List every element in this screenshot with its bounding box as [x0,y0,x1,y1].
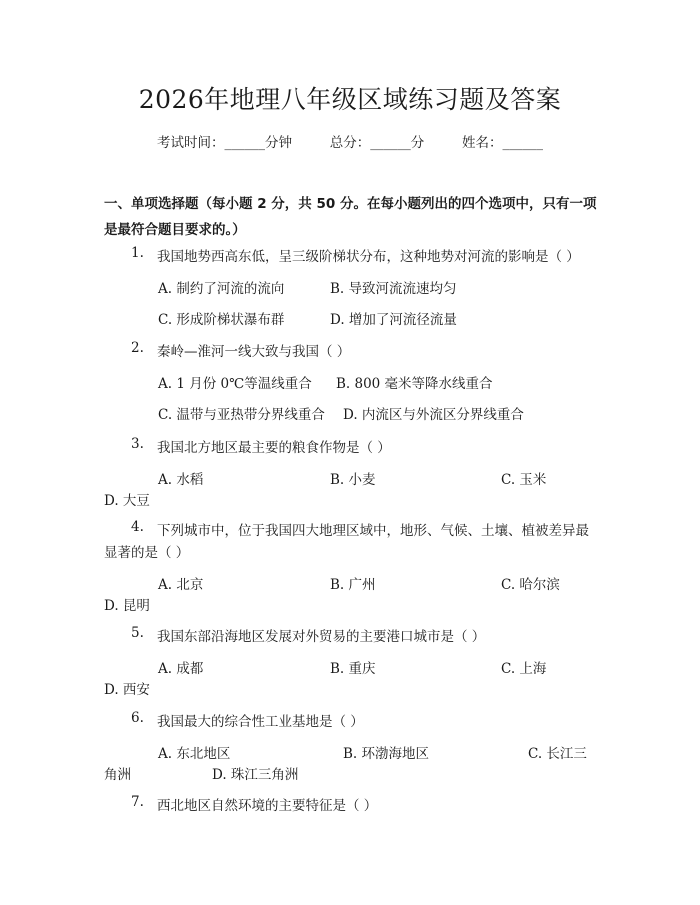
question-number: 1. [131,245,144,261]
score-unit: 分 [410,135,425,151]
option-a: A. 水稻 [158,472,204,488]
question-number: 6. [131,710,144,726]
option-b: B. 广州 [330,577,376,593]
option-c: C. 上海 [501,661,547,677]
page-title: 2026年地理八年级区域练习题及答案 [138,85,562,114]
question-text-line1: 下列城市中，位于我国四大地理区域中，地形、气候、土壤、植被差异最 [157,523,589,539]
option-d: D. 珠江三角洲 [212,767,299,783]
name-blank: ______ [502,135,543,151]
score-label: 总分： [329,135,371,151]
option-b: B. 环渤海地区 [343,746,430,762]
question-number: 3. [131,436,144,452]
option-a: A. 成都 [158,661,204,677]
option-d: D. 内流区与外流区分界线重合 [343,407,524,423]
time-label: 考试时间： [157,135,225,151]
option-a: A. 1 月份 0℃等温线重合 [158,376,312,392]
option-a: A. 东北地区 [158,746,231,762]
option-c: C. 长江三 [528,746,587,762]
question-number: 4. [131,519,144,535]
option-a: A. 制约了河流的流向 [158,281,285,297]
option-b: B. 重庆 [330,661,376,677]
question-text: 我国北方地区最主要的粮食作物是（ ） [157,440,391,456]
question-text: 西北地区自然环境的主要特征是（ ） [157,798,378,814]
question-text: 秦岭—淮河一线大致与我国（ ） [157,344,351,360]
option-a: A. 北京 [158,577,204,593]
option-c: C. 玉米 [501,472,547,488]
option-c: C. 形成阶梯状瀑布群 [158,312,285,328]
option-c: C. 哈尔滨 [501,577,560,593]
section-heading: 一、单项选择题（每小题 2 分，共 50 分。在每小题列出的四个选项中，只有一项是最符合题目要求的。） [104,196,597,238]
option-b: B. 小麦 [330,472,376,488]
question-text: 我国东部沿海地区发展对外贸易的主要港口城市是（ ） [157,629,486,645]
score-blank: ______ [370,135,411,151]
option-c-continued: 角洲 [104,767,131,783]
option-b: B. 800 毫米等降水线重合 [336,376,493,392]
exam-info-line [0,131,700,151]
question-text-line2: 显著的是（ ） [104,545,190,561]
option-d: D. 西安 [104,682,150,698]
question-number: 7. [131,794,144,810]
question-text: 我国地势西高东低，呈三级阶梯状分布，这种地势对河流的影响是（ ） [157,249,580,265]
question-text: 我国最大的综合性工业基地是（ ） [157,714,364,730]
time-blank: ______ [224,135,265,151]
question-number: 5. [131,625,144,641]
option-c: C. 温带与亚热带分界线重合 [158,407,325,423]
option-d: D. 大豆 [104,493,150,509]
question-number: 2. [131,340,144,356]
option-b: B. 导致河流流速均匀 [330,281,457,297]
name-label: 姓名： [462,135,503,151]
option-d: D. 增加了河流径流量 [330,312,457,328]
option-d: D. 昆明 [104,598,150,614]
time-unit: 分钟 [265,135,292,151]
